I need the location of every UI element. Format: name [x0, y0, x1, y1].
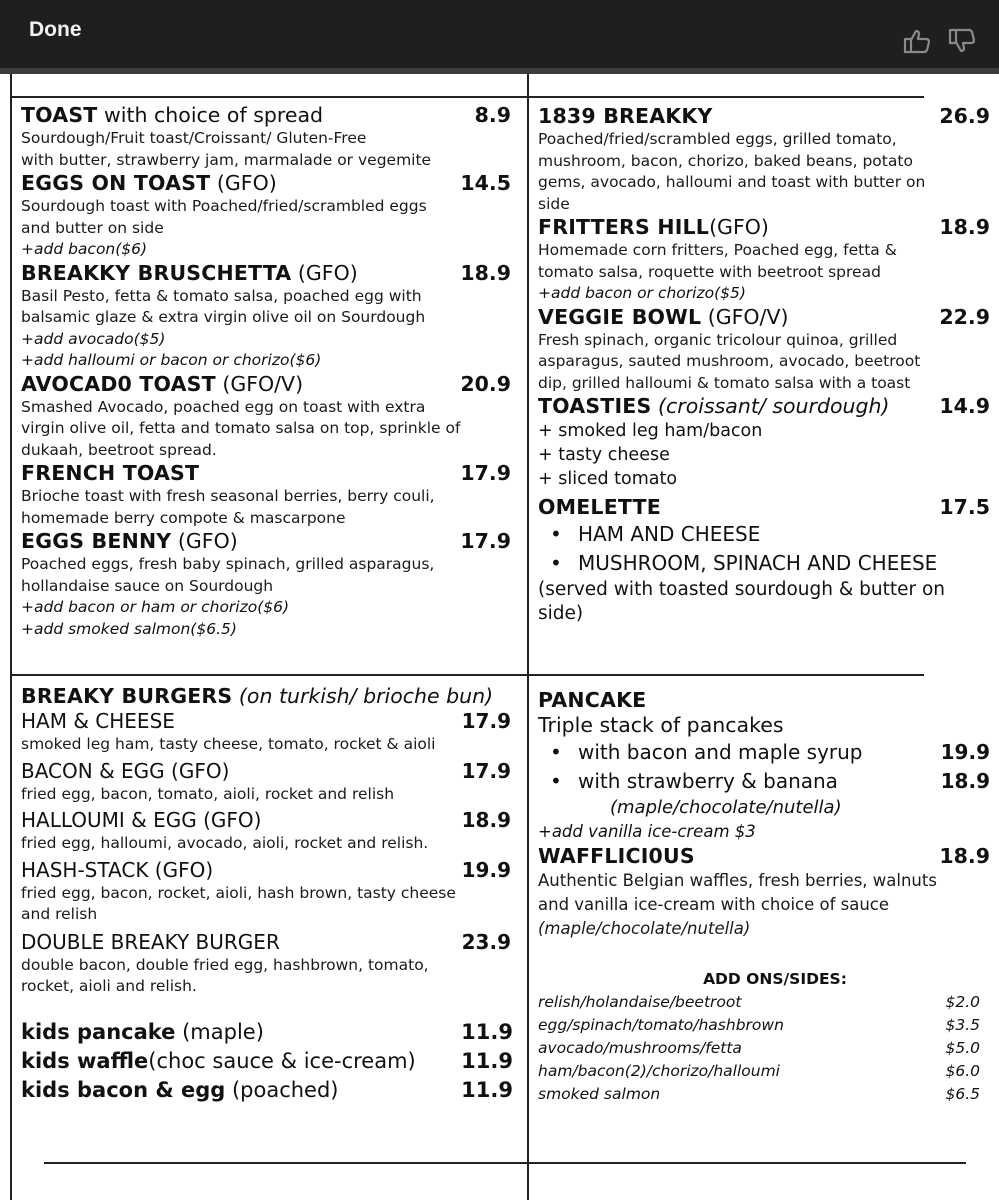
item-desc: asparagus, sauted mushroom, avocado, beetroot — [538, 352, 921, 370]
item-desc: homemade berry compote & mascarpone — [21, 508, 346, 527]
item-price: 18.9 — [461, 808, 511, 832]
item-option — [538, 549, 992, 578]
item-price: 17.9 — [460, 461, 511, 485]
item-tag: (maple) — [175, 1019, 264, 1044]
item-tag: (GFO/V) — [707, 304, 789, 329]
menu-item-toasties — [538, 394, 992, 419]
item-name: FRENCH TOAST — [21, 461, 200, 485]
item-name: kids bacon & egg — [21, 1077, 226, 1102]
item-desc: Fresh spinach, organic tricolour quinoa, grilled — [538, 330, 898, 349]
item-desc: gems, avocado, halloumi and toast with butter on — [538, 173, 926, 191]
item-option: + sliced tomato — [538, 469, 678, 489]
item-desc: side — [538, 194, 570, 213]
thumbs-down-icon[interactable] — [947, 26, 977, 56]
item-name: VEGGIE BOWL — [538, 304, 702, 329]
addon-row — [538, 1060, 992, 1083]
item-name: AVOCAD0 TOAST — [21, 371, 216, 396]
item-addon: +add vanilla ice-cream $3 — [538, 822, 756, 841]
item-desc: fried egg, bacon, rocket, aioli, hash brown, tasty cheese — [21, 883, 456, 902]
item-price: 8.9 — [474, 103, 511, 127]
addon-item: smoked salmon — [538, 1084, 661, 1103]
item-price: 17.9 — [461, 758, 511, 783]
item-price: 14.5 — [460, 171, 511, 195]
item-price: 26.9 — [939, 104, 990, 128]
menu-item-omelette — [538, 495, 992, 520]
item-option — [538, 767, 992, 796]
menu-item-pancake — [538, 688, 992, 713]
item-price: 19.9 — [461, 857, 511, 882]
item-tag: (poached) — [225, 1077, 339, 1102]
section-name: BREAKY BURGERS — [21, 684, 233, 708]
item-price: 18.9 — [939, 215, 990, 239]
option-price: 19.9 — [940, 740, 990, 764]
item-desc: Smashed Avocado, poached egg on toast with extra — [21, 397, 426, 416]
item-price: 11.9 — [461, 1048, 513, 1073]
menu-item-eggs-benny — [21, 529, 513, 554]
menu-item-1839-breakky — [538, 104, 992, 129]
item-desc: smoked leg ham, tasty cheese, tomato, rocket & aioli — [21, 735, 436, 753]
burgers-heading — [21, 684, 513, 709]
item-addon: +add bacon or ham or chorizo($6) — [21, 598, 290, 616]
option-text: • with strawberry & banana — [550, 767, 838, 796]
item-desc: double bacon, double fried egg, hashbrown, tomato, — [21, 955, 429, 974]
item-tag: (GFO) — [177, 529, 238, 553]
item-desc: Basil Pesto, fetta & tomato salsa, poached egg with — [21, 286, 422, 305]
menu-item-french-toast — [21, 461, 513, 486]
item-price: 11.9 — [461, 1077, 513, 1102]
item-price: 22.9 — [939, 304, 990, 329]
addon-item: egg/spinach/tomato/hashbrown — [538, 1015, 784, 1034]
menu-column-top-right — [538, 104, 992, 626]
item-desc: rocket, aioli and relish. — [21, 977, 197, 995]
item-name: BACON & EGG (GFO) — [21, 758, 230, 783]
done-button[interactable]: Done — [29, 18, 82, 41]
item-name: TOASTIES — [538, 394, 652, 418]
item-desc: tomato salsa, roquette with beetroot spread — [538, 262, 881, 281]
kids-item — [21, 1018, 513, 1047]
frame-line-bottom — [44, 1162, 966, 1164]
item-tag: (choc sauce & ice-cream) — [148, 1048, 416, 1073]
item-price: 11.9 — [461, 1019, 513, 1044]
addon-item: ham/bacon(2)/chorizo/halloumi — [538, 1061, 780, 1080]
menu-item-toast — [21, 103, 513, 128]
item-option — [538, 738, 992, 767]
frame-line-center — [527, 74, 529, 1200]
kids-item — [21, 1076, 513, 1105]
item-name: kids waffle — [21, 1048, 149, 1073]
item-desc: (maple/chocolate/nutella) — [538, 919, 751, 938]
addon-item: avocado/mushrooms/fetta — [538, 1038, 742, 1057]
addon-row — [538, 1037, 992, 1060]
option-text: • HAM AND CHEESE — [550, 520, 760, 549]
item-desc: dip, grilled halloumi & tomato salsa with a toast — [538, 373, 911, 392]
addons-title: ADD ONS/SIDES: — [703, 970, 847, 988]
section-tag: (on turkish/ brioche bun) — [238, 684, 494, 708]
addon-price: $6.5 — [945, 1084, 980, 1103]
menu-item-avocado-toast — [21, 372, 513, 397]
item-name: EGGS BENNY — [21, 529, 172, 553]
item-sauce: (maple/chocolate/nutella) — [610, 797, 842, 818]
item-name: HASH-STACK (GFO) — [21, 857, 214, 882]
item-name: PANCAKE — [538, 688, 647, 712]
item-price: 20.9 — [460, 371, 511, 396]
option-text: • with bacon and maple syrup — [550, 738, 863, 767]
item-price: 18.9 — [460, 260, 511, 285]
item-tag: (GFO) — [216, 171, 277, 195]
item-name: HAM & CHEESE — [21, 709, 175, 733]
addon-row — [538, 991, 992, 1014]
item-desc: and butter on side — [21, 218, 164, 237]
addon-price: $2.0 — [945, 992, 980, 1011]
menu-item-veggie-bowl — [538, 305, 992, 330]
item-option: + tasty cheese — [538, 445, 670, 465]
frame-line-top — [12, 96, 924, 98]
item-name: BREAKKY BRUSCHETTA — [21, 260, 292, 285]
addon-row — [538, 1083, 992, 1106]
frame-line-middle — [12, 674, 924, 676]
item-note: (served with toasted sourdough & butter on — [538, 579, 946, 600]
item-desc: virgin olive oil, fetta and tomato salsa on top, sprinkle of — [21, 419, 461, 437]
burger-item — [21, 709, 513, 734]
item-name: DOUBLE BREAKY BURGER — [21, 929, 280, 954]
option-price: 18.9 — [940, 769, 990, 793]
item-desc: balsamic glaze & extra virgin olive oil on Sourdough — [21, 308, 426, 326]
item-desc: with butter, strawberry jam, marmalade or vegemite — [21, 150, 432, 169]
item-desc: Brioche toast with fresh seasonal berries, berry couli, — [21, 487, 435, 505]
item-name: EGGS ON TOAST — [21, 171, 211, 195]
addon-price: $5.0 — [945, 1038, 980, 1057]
item-tag: with choice of spread — [104, 103, 324, 127]
item-desc: Homemade corn fritters, Poached egg, fetta & — [538, 241, 897, 259]
top-bar — [0, 0, 999, 68]
item-desc: fried egg, bacon, tomato, aioli, rocket and relish — [21, 784, 395, 803]
item-price: 14.9 — [939, 394, 990, 418]
item-price: 23.9 — [461, 929, 511, 954]
item-option — [538, 520, 992, 549]
item-desc: mushroom, bacon, chorizo, baked beans, potato — [538, 151, 913, 170]
item-price: 17.9 — [461, 709, 511, 733]
addon-row — [538, 1014, 992, 1037]
addon-price: $3.5 — [945, 1015, 980, 1034]
item-subtitle: Triple stack of pancakes — [538, 713, 784, 737]
item-desc: Poached/fried/scrambled eggs, grilled tomato, — [538, 130, 897, 148]
item-desc: fried egg, halloumi, avocado, aioli, rocket and relish. — [21, 834, 429, 852]
item-price: 18.9 — [939, 844, 990, 868]
top-bar-shadow — [0, 68, 999, 74]
item-addon: +add bacon or chorizo($5) — [538, 284, 746, 302]
item-option: + smoked leg ham/bacon — [538, 421, 763, 441]
item-tag: (GFO/V) — [222, 371, 304, 396]
item-name: 1839 BREAKKY — [538, 104, 713, 128]
item-desc: and relish — [21, 905, 98, 923]
menu-item-eggs-on-toast — [21, 171, 513, 196]
item-price: 17.5 — [939, 495, 990, 519]
burger-item — [21, 858, 513, 883]
kids-item — [21, 1047, 513, 1076]
item-addon: +add halloumi or bacon or chorizo($6) — [21, 351, 322, 369]
menu-item-fritters-hill — [538, 215, 992, 240]
addon-price: $6.0 — [945, 1061, 980, 1080]
burger-item — [21, 930, 513, 955]
frame-line-left — [10, 74, 12, 1200]
burger-item — [21, 808, 513, 833]
item-price: 17.9 — [460, 529, 511, 553]
item-tag: (croissant/ sourdough) — [658, 394, 890, 418]
item-addon: +add bacon($6) — [21, 240, 148, 258]
item-tag: (GFO) — [297, 260, 358, 285]
item-desc: Sourdough/Fruit toast/Croissant/ Gluten-Free — [21, 129, 367, 147]
item-note: side) — [538, 603, 584, 624]
menu-column-bottom-left — [21, 684, 513, 1105]
item-name: TOAST — [21, 103, 98, 127]
item-name: HALLOUMI & EGG (GFO) — [21, 808, 262, 832]
item-addon: +add avocado($5) — [21, 329, 166, 348]
option-text: • MUSHROOM, SPINACH AND CHEESE — [550, 549, 937, 578]
item-desc: and vanilla ice-cream with choice of sauce — [538, 895, 890, 914]
item-desc: Sourdough toast with Poached/fried/scrambled eggs — [21, 197, 427, 215]
thumbs-up-icon[interactable] — [902, 26, 932, 56]
item-name: kids pancake — [21, 1019, 176, 1044]
item-desc: dukaah, beetroot spread. — [21, 440, 217, 459]
menu-column-bottom-right — [538, 688, 992, 1106]
item-name: OMELETTE — [538, 495, 661, 519]
addon-item: relish/holandaise/beetroot — [538, 992, 742, 1011]
item-desc: hollandaise sauce on Sourdough — [21, 576, 274, 595]
item-tag: (GFO) — [709, 215, 769, 239]
item-name: FRITTERS HILL — [538, 215, 710, 239]
item-desc: Authentic Belgian waffles, fresh berries, walnuts — [538, 871, 937, 890]
item-desc: Poached eggs, fresh baby spinach, grilled asparagus, — [21, 555, 435, 573]
item-addon: +add smoked salmon($6.5) — [21, 619, 237, 638]
burger-item — [21, 759, 513, 784]
item-name: WAFFLICI0US — [538, 844, 695, 868]
menu-column-top-left — [21, 103, 513, 640]
menu-item-wafflicious — [538, 844, 992, 869]
menu-item-bruschetta — [21, 261, 513, 286]
